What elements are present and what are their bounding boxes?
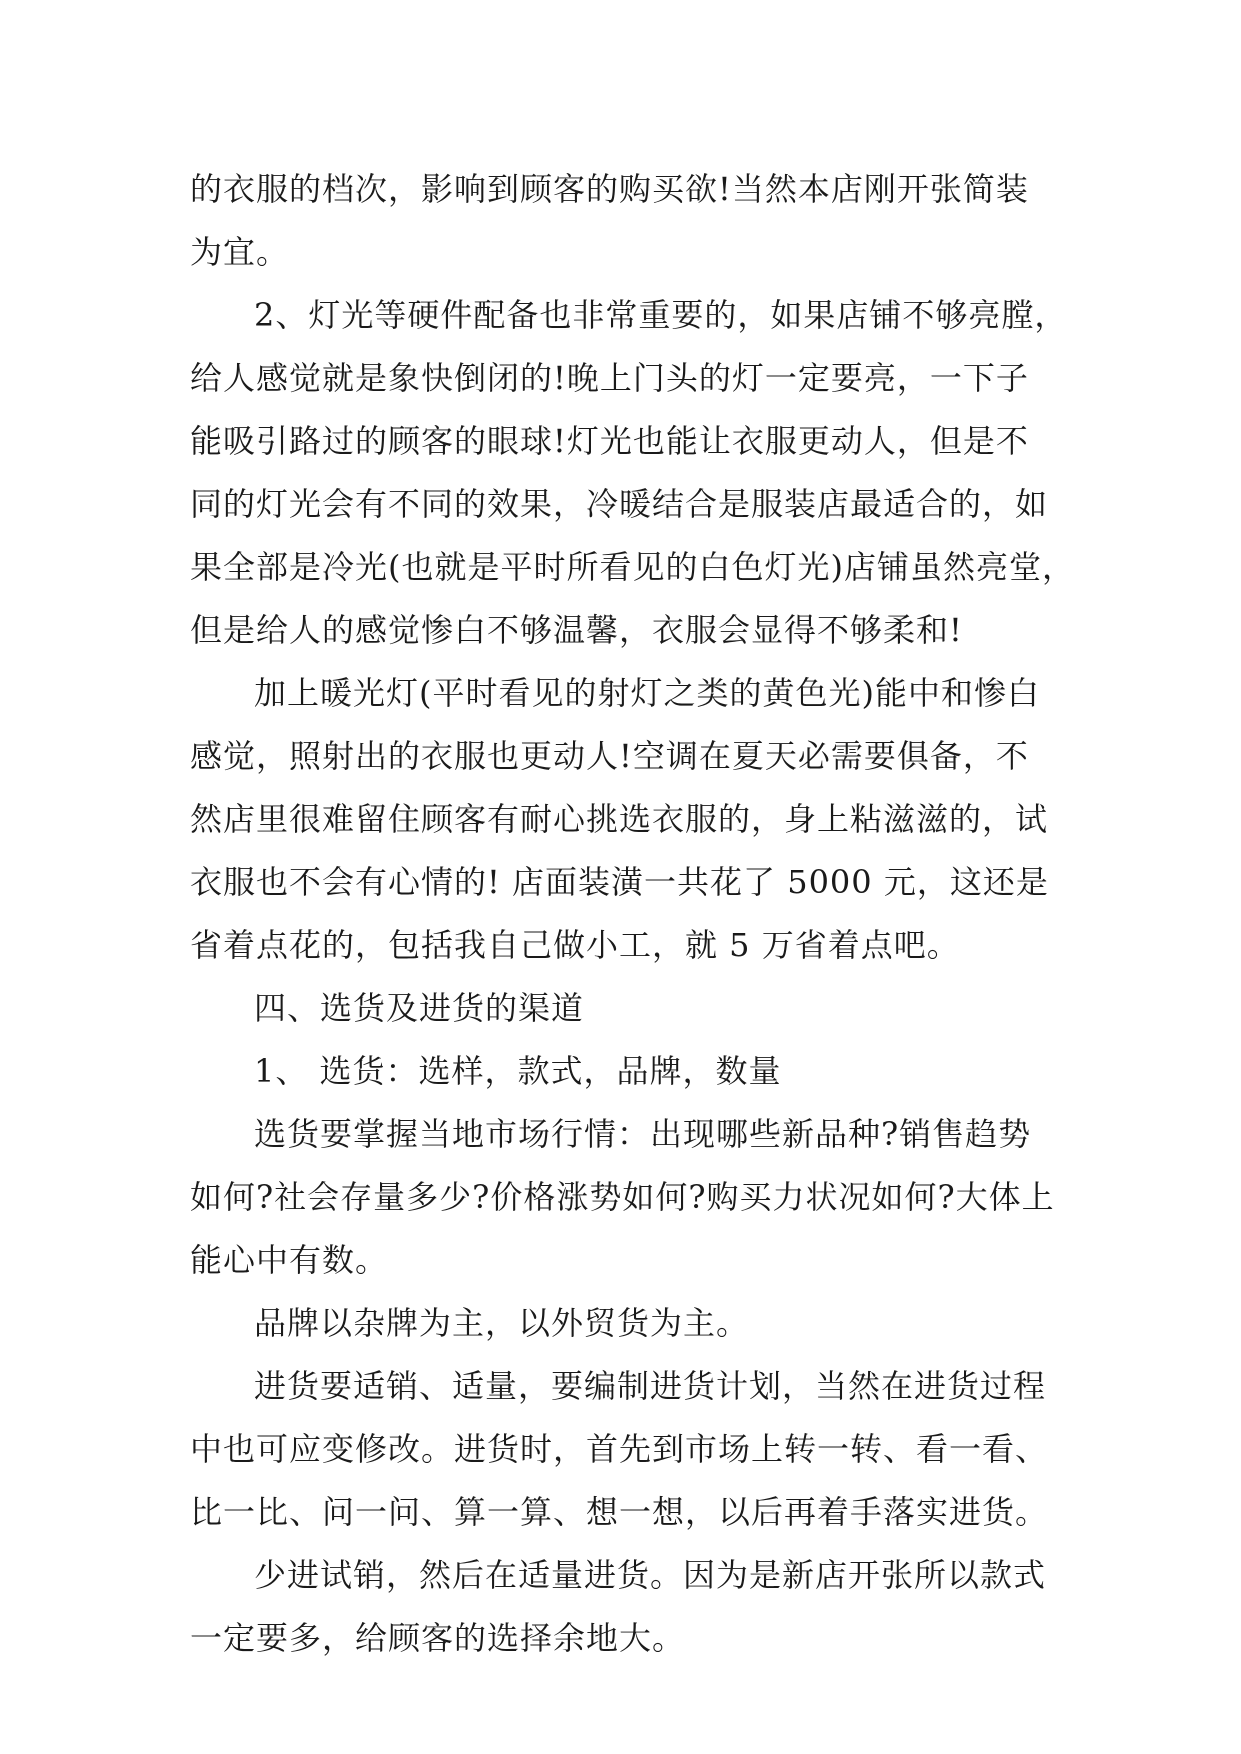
text-line: 少进试销，然后在适量进货。因为是新店开张所以款式 [254, 1556, 1047, 1594]
text-line: 进货要适销、适量，要编制进货计划，当然在进货过程 [254, 1367, 1047, 1405]
text-line: 果全部是冷光(也就是平时所看见的白色灯光)店铺虽然亮堂， [190, 548, 1075, 586]
text-line: 然店里很难留住顾客有耐心挑选衣服的，身上粘滋滋的，试 [190, 800, 1049, 838]
text-line: 能吸引路过的顾客的眼球!灯光也能让衣服更动人，但是不 [190, 422, 1029, 460]
text-line: 给人感觉就是象快倒闭的!晚上门头的灯一定要亮，一下子 [190, 359, 1029, 397]
section-heading: 四、选货及进货的渠道 [254, 989, 585, 1027]
document-body [190, 158, 1075, 1670]
text-line: 中也可应变修改。进货时，首先到市场上转一转、看一看、 [190, 1430, 1049, 1468]
text-line: 感觉，照射出的衣服也更动人!空调在夏天必需要俱备，不 [190, 737, 1029, 775]
text-line: 衣服也不会有心情的! 店面装潢一共花了 5000 元，这还是 [190, 863, 1049, 901]
text-line: 的衣服的档次，影响到顾客的购买欲!当然本店刚开张简装 [190, 170, 1029, 208]
text-line: 如何?社会存量多少?价格涨势如何?购买力状况如何?大体上 [190, 1178, 1055, 1216]
text-line: 为宜。 [190, 233, 290, 271]
text-line: 同的灯光会有不同的效果，冷暖结合是服装店最适合的，如 [190, 485, 1049, 523]
text-line: 省着点花的，包括我自己做小工，就 5 万省着点吧。 [190, 926, 960, 964]
text-line: 能心中有数。 [190, 1241, 389, 1279]
text-line: 选货要掌握当地市场行情：出现哪些新品种?销售趋势 [254, 1115, 1032, 1153]
text-line: 加上暖光灯(平时看见的射灯之类的黄色光)能中和惨白 [254, 674, 1040, 712]
text-line: 比一比、问一问、算一算、想一想，以后再着手落实进货。 [190, 1493, 1049, 1531]
text-line: 品牌以杂牌为主，以外贸货为主。 [254, 1304, 750, 1342]
text-line: 但是给人的感觉惨白不够温馨，衣服会显得不够柔和! [190, 611, 963, 649]
text-line: 2、灯光等硬件配备也非常重要的，如果店铺不够亮膛， [254, 296, 1068, 334]
text-line: 一定要多，给顾客的选择余地大。 [190, 1619, 686, 1657]
subsection-heading: 1、 选货：选样，款式，品牌，数量 [254, 1052, 782, 1090]
